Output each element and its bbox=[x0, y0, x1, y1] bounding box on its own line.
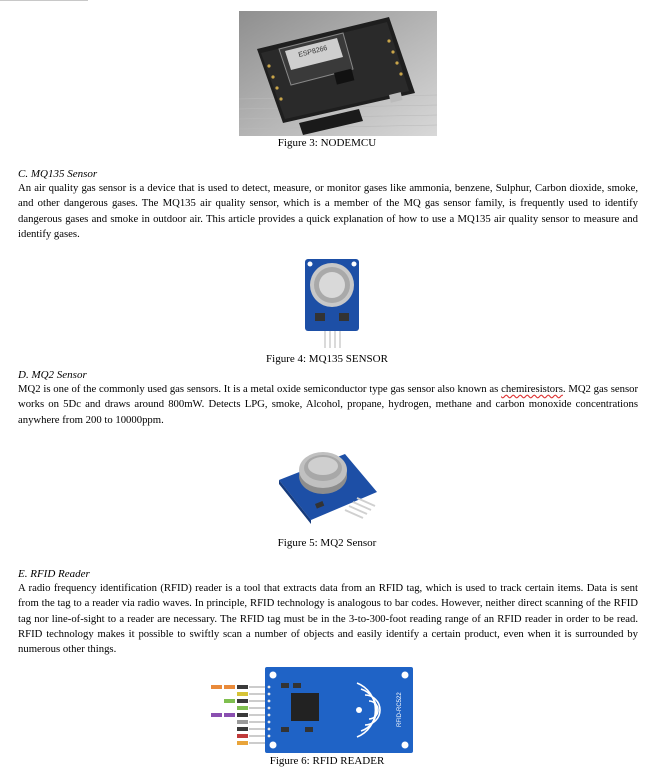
figure-3-nodemcu-image bbox=[239, 11, 437, 136]
figure-4-caption: Figure 4: MQ135 SENSOR bbox=[266, 353, 388, 365]
figure-6-rfid-image bbox=[209, 665, 414, 755]
figure-5-mq2-image bbox=[275, 440, 381, 530]
figure-6-caption: Figure 6: RFID READER bbox=[269, 755, 385, 767]
spellcheck-flagged-word[interactable]: chemiresistors bbox=[501, 383, 563, 395]
section-c-heading: C. MQ135 Sensor bbox=[18, 168, 98, 180]
section-c-paragraph: An air quality gas sensor is a device that is used to detect, measure, or monitor gases like ammonia, benzene, Sulphur, Carbon dioxide, smoke, and other dangerous gases. The MQ135 air quality sensor, which is a member of the MQ gas sensor family, is frequently used to identify dangerous gases and smoke in outdoor air. This article provides a quick explanation of how to use a MQ135 air quality sensor to measure and identify gases. bbox=[18, 182, 638, 240]
section-d-heading: D. MQ2 Sensor bbox=[18, 369, 87, 381]
mq2-photo bbox=[275, 440, 381, 530]
section-e-heading: E. RFID Reader bbox=[18, 568, 90, 580]
section-d-text-part1: MQ2 is one of the commonly used gas sensors. It is a metal oxide semiconductor type gas sensor also known as bbox=[18, 383, 502, 395]
nodemcu-photo bbox=[239, 11, 437, 136]
section-d-text-part2: . MQ2 gas sensor works on 5Dc and draws around 800mW. Detects LPG, smoke, Alcohol, propane, hydrogen, methane and carbon monoxide concentrations anywhere from 200 to 10000ppm. bbox=[18, 383, 639, 426]
figure-4-mq135-image bbox=[303, 255, 361, 350]
section-d-paragraph bbox=[18, 382, 638, 428]
rfid-reader-photo bbox=[209, 665, 414, 755]
section-e-paragraph: A radio frequency identification (RFID) reader is a tool that extracts data from an RFID tag, which is used to track certain items. Data is sent from the tag to a reader via radio waves. In principle, RFID technology is analogous to bar codes. However, neither direct scanning of the RFID tag nor line-of-sight to a reader are necessary. The RFID tag must be in the 3-to-300-foot reading range of an RFID reader in order to be read. RFID technology makes it possible to swiftly scan a number of objects and easily identify a certain product, even when it is surrounded by numerous other things. bbox=[18, 582, 638, 656]
rfid-board-label: RFID-RC522 bbox=[397, 692, 403, 727]
page-top-rule bbox=[0, 0, 88, 1]
nodemcu-chip-label: ESP8266 bbox=[297, 44, 329, 59]
figure-3-caption: Figure 3: NODEMCU bbox=[277, 137, 377, 149]
figure-5-caption: Figure 5: MQ2 Sensor bbox=[277, 537, 377, 549]
mq135-photo bbox=[303, 255, 361, 350]
